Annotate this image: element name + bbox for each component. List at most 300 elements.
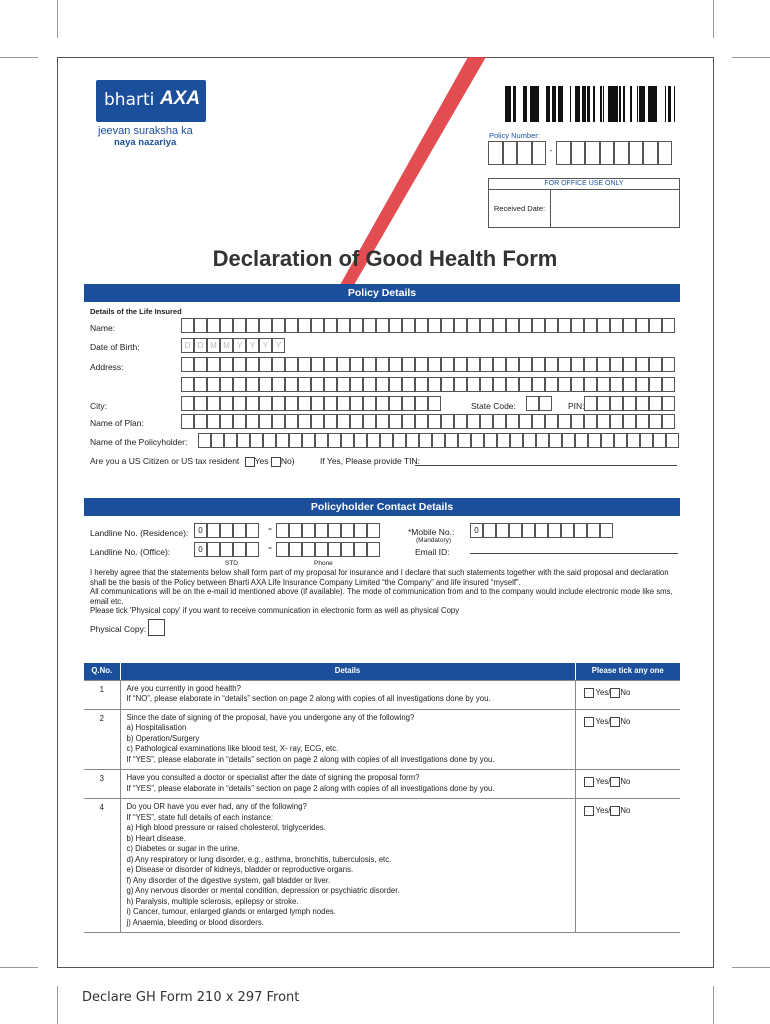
entry-box[interactable] bbox=[233, 542, 246, 557]
yes-checkbox[interactable] bbox=[584, 806, 594, 816]
entry-box[interactable] bbox=[220, 318, 233, 333]
entry-box[interactable] bbox=[363, 414, 376, 429]
entry-box[interactable] bbox=[285, 396, 298, 411]
entry-box[interactable] bbox=[246, 357, 259, 372]
entry-box[interactable] bbox=[558, 414, 571, 429]
entry-box[interactable] bbox=[233, 414, 246, 429]
entry-box[interactable] bbox=[623, 318, 636, 333]
entry-box[interactable] bbox=[233, 318, 246, 333]
entry-box[interactable]: Y bbox=[233, 338, 246, 353]
entry-box[interactable] bbox=[629, 141, 644, 165]
entry-box[interactable] bbox=[532, 414, 545, 429]
entry-box[interactable] bbox=[207, 396, 220, 411]
entry-box[interactable] bbox=[571, 141, 586, 165]
entry-box[interactable]: D bbox=[181, 338, 194, 353]
yes-checkbox[interactable] bbox=[584, 717, 594, 727]
entry-box[interactable] bbox=[350, 396, 363, 411]
entry-box[interactable] bbox=[363, 318, 376, 333]
yes-checkbox[interactable] bbox=[584, 777, 594, 787]
entry-box[interactable] bbox=[480, 414, 493, 429]
entry-box[interactable] bbox=[311, 396, 324, 411]
entry-box[interactable] bbox=[259, 357, 272, 372]
entry-box[interactable] bbox=[597, 318, 610, 333]
entry-box[interactable] bbox=[272, 357, 285, 372]
entry-box[interactable] bbox=[328, 523, 341, 538]
entry-box[interactable] bbox=[506, 357, 519, 372]
landline-off-std[interactable] bbox=[194, 542, 259, 557]
entry-box[interactable] bbox=[454, 318, 467, 333]
entry-box[interactable] bbox=[428, 377, 441, 392]
entry-box[interactable] bbox=[558, 377, 571, 392]
entry-box[interactable] bbox=[289, 542, 302, 557]
entry-box[interactable] bbox=[584, 318, 597, 333]
policy-number-boxes[interactable] bbox=[488, 141, 672, 165]
plan-boxes[interactable] bbox=[181, 414, 675, 429]
entry-box[interactable] bbox=[285, 377, 298, 392]
entry-box[interactable] bbox=[556, 141, 571, 165]
entry-box[interactable] bbox=[289, 433, 302, 448]
entry-box[interactable] bbox=[666, 433, 679, 448]
entry-box[interactable] bbox=[519, 318, 532, 333]
entry-box[interactable] bbox=[289, 523, 302, 538]
entry-box[interactable] bbox=[324, 357, 337, 372]
entry-box[interactable] bbox=[220, 357, 233, 372]
entry-box[interactable] bbox=[627, 433, 640, 448]
entry-box[interactable] bbox=[517, 141, 532, 165]
entry-box[interactable] bbox=[509, 523, 522, 538]
entry-box[interactable] bbox=[454, 414, 467, 429]
entry-box[interactable] bbox=[585, 141, 600, 165]
entry-box[interactable]: M bbox=[207, 338, 220, 353]
entry-box[interactable] bbox=[298, 414, 311, 429]
entry-box[interactable] bbox=[259, 396, 272, 411]
entry-box[interactable] bbox=[584, 396, 597, 411]
entry-box[interactable] bbox=[237, 433, 250, 448]
entry-box[interactable] bbox=[276, 433, 289, 448]
entry-box[interactable] bbox=[584, 414, 597, 429]
entry-box[interactable] bbox=[522, 523, 535, 538]
entry-box[interactable] bbox=[389, 396, 402, 411]
entry-box[interactable] bbox=[467, 377, 480, 392]
no-checkbox[interactable] bbox=[610, 777, 620, 787]
entry-box[interactable] bbox=[454, 357, 467, 372]
entry-box[interactable] bbox=[428, 414, 441, 429]
entry-box[interactable] bbox=[649, 377, 662, 392]
entry-box[interactable] bbox=[649, 414, 662, 429]
entry-box[interactable] bbox=[207, 542, 220, 557]
entry-box[interactable] bbox=[376, 377, 389, 392]
entry-box[interactable] bbox=[584, 357, 597, 372]
entry-box[interactable] bbox=[259, 377, 272, 392]
entry-box[interactable] bbox=[406, 433, 419, 448]
no-checkbox[interactable] bbox=[610, 717, 620, 727]
entry-box[interactable] bbox=[488, 141, 503, 165]
entry-box[interactable] bbox=[610, 318, 623, 333]
city-boxes[interactable] bbox=[181, 396, 441, 411]
entry-box[interactable] bbox=[194, 377, 207, 392]
entry-box[interactable] bbox=[259, 414, 272, 429]
entry-box[interactable] bbox=[298, 357, 311, 372]
landline-res-phone[interactable] bbox=[276, 523, 380, 538]
entry-box[interactable] bbox=[623, 414, 636, 429]
entry-box[interactable] bbox=[315, 542, 328, 557]
entry-box[interactable] bbox=[506, 414, 519, 429]
entry-box[interactable] bbox=[558, 318, 571, 333]
entry-box[interactable] bbox=[302, 523, 315, 538]
entry-box[interactable] bbox=[354, 542, 367, 557]
entry-box[interactable] bbox=[324, 396, 337, 411]
entry-box[interactable] bbox=[432, 433, 445, 448]
entry-box[interactable] bbox=[636, 377, 649, 392]
entry-box[interactable] bbox=[233, 396, 246, 411]
entry-box[interactable] bbox=[350, 377, 363, 392]
address-boxes-1[interactable] bbox=[181, 357, 675, 372]
entry-box[interactable] bbox=[246, 542, 259, 557]
entry-box[interactable] bbox=[519, 377, 532, 392]
entry-box[interactable] bbox=[597, 357, 610, 372]
entry-box[interactable]: 0 bbox=[194, 523, 207, 538]
entry-box[interactable] bbox=[207, 357, 220, 372]
entry-box[interactable] bbox=[458, 433, 471, 448]
entry-box[interactable] bbox=[584, 377, 597, 392]
entry-box[interactable]: Y bbox=[272, 338, 285, 353]
entry-box[interactable] bbox=[496, 523, 509, 538]
entry-box[interactable] bbox=[574, 523, 587, 538]
entry-box[interactable] bbox=[545, 318, 558, 333]
entry-box[interactable] bbox=[246, 523, 259, 538]
entry-box[interactable] bbox=[623, 377, 636, 392]
entry-box[interactable] bbox=[662, 357, 675, 372]
entry-box[interactable] bbox=[483, 523, 496, 538]
entry-box[interactable] bbox=[376, 318, 389, 333]
entry-box[interactable] bbox=[298, 377, 311, 392]
entry-box[interactable] bbox=[233, 377, 246, 392]
entry-box[interactable] bbox=[350, 357, 363, 372]
entry-box[interactable] bbox=[376, 414, 389, 429]
entry-box[interactable] bbox=[536, 433, 549, 448]
entry-box[interactable] bbox=[402, 377, 415, 392]
entry-box[interactable] bbox=[571, 318, 584, 333]
entry-box[interactable] bbox=[415, 318, 428, 333]
entry-box[interactable] bbox=[653, 433, 666, 448]
entry-box[interactable] bbox=[526, 396, 539, 411]
entry-box[interactable] bbox=[337, 318, 350, 333]
entry-box[interactable] bbox=[493, 414, 506, 429]
us-no-checkbox[interactable] bbox=[271, 457, 281, 467]
entry-box[interactable] bbox=[467, 357, 480, 372]
entry-box[interactable] bbox=[272, 396, 285, 411]
entry-box[interactable] bbox=[614, 433, 627, 448]
entry-box[interactable] bbox=[428, 318, 441, 333]
entry-box[interactable] bbox=[389, 318, 402, 333]
entry-box[interactable] bbox=[467, 414, 480, 429]
entry-box[interactable] bbox=[389, 377, 402, 392]
entry-box[interactable] bbox=[272, 414, 285, 429]
entry-box[interactable] bbox=[181, 357, 194, 372]
entry-box[interactable] bbox=[597, 396, 610, 411]
entry-box[interactable] bbox=[194, 318, 207, 333]
entry-box[interactable] bbox=[493, 357, 506, 372]
entry-box[interactable] bbox=[471, 433, 484, 448]
entry-box[interactable] bbox=[623, 396, 636, 411]
entry-box[interactable] bbox=[415, 414, 428, 429]
entry-box[interactable] bbox=[393, 433, 406, 448]
entry-box[interactable] bbox=[571, 357, 584, 372]
landline-res-std[interactable] bbox=[194, 523, 259, 538]
entry-box[interactable] bbox=[207, 523, 220, 538]
entry-box[interactable] bbox=[419, 433, 432, 448]
entry-box[interactable] bbox=[402, 414, 415, 429]
entry-box[interactable] bbox=[535, 523, 548, 538]
entry-box[interactable] bbox=[233, 357, 246, 372]
entry-box[interactable] bbox=[402, 318, 415, 333]
entry-box[interactable] bbox=[220, 542, 233, 557]
entry-box[interactable] bbox=[545, 357, 558, 372]
entry-box[interactable] bbox=[302, 542, 315, 557]
entry-box[interactable] bbox=[350, 414, 363, 429]
entry-box[interactable] bbox=[484, 433, 497, 448]
entry-box[interactable] bbox=[649, 396, 662, 411]
yes-checkbox[interactable] bbox=[584, 688, 594, 698]
entry-box[interactable] bbox=[558, 357, 571, 372]
entry-box[interactable] bbox=[532, 357, 545, 372]
entry-box[interactable] bbox=[506, 377, 519, 392]
entry-box[interactable] bbox=[328, 433, 341, 448]
entry-box[interactable] bbox=[363, 377, 376, 392]
entry-box[interactable] bbox=[194, 357, 207, 372]
entry-box[interactable] bbox=[519, 414, 532, 429]
entry-box[interactable] bbox=[662, 414, 675, 429]
entry-box[interactable] bbox=[194, 414, 207, 429]
entry-box[interactable] bbox=[337, 377, 350, 392]
entry-box[interactable] bbox=[181, 414, 194, 429]
entry-box[interactable] bbox=[441, 414, 454, 429]
entry-box[interactable] bbox=[207, 318, 220, 333]
entry-box[interactable] bbox=[376, 357, 389, 372]
entry-box[interactable] bbox=[324, 414, 337, 429]
entry-box[interactable] bbox=[194, 396, 207, 411]
landline-off-phone[interactable] bbox=[276, 542, 380, 557]
entry-box[interactable] bbox=[539, 396, 552, 411]
entry-box[interactable] bbox=[523, 433, 536, 448]
entry-box[interactable] bbox=[600, 141, 615, 165]
no-checkbox[interactable] bbox=[610, 806, 620, 816]
entry-box[interactable] bbox=[640, 433, 653, 448]
mobile-boxes[interactable] bbox=[470, 523, 613, 538]
entry-box[interactable] bbox=[519, 357, 532, 372]
entry-box[interactable] bbox=[181, 377, 194, 392]
entry-box[interactable] bbox=[285, 357, 298, 372]
entry-box[interactable] bbox=[636, 414, 649, 429]
entry-box[interactable] bbox=[610, 357, 623, 372]
entry-box[interactable] bbox=[259, 318, 272, 333]
entry-box[interactable] bbox=[276, 542, 289, 557]
entry-box[interactable] bbox=[302, 433, 315, 448]
tin-line[interactable] bbox=[415, 465, 677, 466]
entry-box[interactable] bbox=[246, 414, 259, 429]
entry-box[interactable]: Y bbox=[259, 338, 272, 353]
entry-box[interactable] bbox=[367, 433, 380, 448]
entry-box[interactable] bbox=[649, 318, 662, 333]
entry-box[interactable] bbox=[363, 396, 376, 411]
name-boxes[interactable] bbox=[181, 318, 675, 333]
entry-box[interactable] bbox=[354, 433, 367, 448]
entry-box[interactable] bbox=[389, 414, 402, 429]
physical-copy-checkbox[interactable] bbox=[148, 619, 165, 636]
entry-box[interactable] bbox=[503, 141, 518, 165]
entry-box[interactable] bbox=[662, 377, 675, 392]
entry-box[interactable] bbox=[341, 542, 354, 557]
entry-box[interactable] bbox=[250, 433, 263, 448]
entry-box[interactable] bbox=[389, 357, 402, 372]
entry-box[interactable]: 0 bbox=[470, 523, 483, 538]
entry-box[interactable] bbox=[597, 377, 610, 392]
entry-box[interactable] bbox=[597, 414, 610, 429]
entry-box[interactable] bbox=[506, 318, 519, 333]
entry-box[interactable] bbox=[649, 357, 662, 372]
entry-box[interactable] bbox=[610, 377, 623, 392]
entry-box[interactable] bbox=[207, 414, 220, 429]
entry-box[interactable] bbox=[315, 523, 328, 538]
entry-box[interactable] bbox=[220, 396, 233, 411]
entry-box[interactable] bbox=[493, 377, 506, 392]
entry-box[interactable] bbox=[246, 396, 259, 411]
entry-box[interactable] bbox=[428, 357, 441, 372]
entry-box[interactable] bbox=[211, 433, 224, 448]
entry-box[interactable] bbox=[428, 396, 441, 411]
entry-box[interactable] bbox=[324, 318, 337, 333]
entry-box[interactable] bbox=[545, 377, 558, 392]
entry-box[interactable] bbox=[441, 357, 454, 372]
entry-box[interactable] bbox=[181, 396, 194, 411]
entry-box[interactable] bbox=[415, 357, 428, 372]
entry-box[interactable] bbox=[220, 523, 233, 538]
entry-box[interactable] bbox=[415, 377, 428, 392]
entry-box[interactable] bbox=[315, 433, 328, 448]
entry-box[interactable] bbox=[380, 433, 393, 448]
entry-box[interactable] bbox=[246, 318, 259, 333]
entry-box[interactable] bbox=[497, 433, 510, 448]
entry-box[interactable] bbox=[588, 433, 601, 448]
entry-box[interactable] bbox=[402, 357, 415, 372]
entry-box[interactable] bbox=[363, 357, 376, 372]
entry-box[interactable] bbox=[571, 377, 584, 392]
entry-box[interactable] bbox=[571, 414, 584, 429]
entry-box[interactable] bbox=[441, 318, 454, 333]
entry-box[interactable] bbox=[480, 377, 493, 392]
entry-box[interactable] bbox=[662, 318, 675, 333]
entry-box[interactable] bbox=[532, 377, 545, 392]
entry-box[interactable] bbox=[224, 433, 237, 448]
dob-boxes[interactable] bbox=[181, 338, 285, 353]
entry-box[interactable]: D bbox=[194, 338, 207, 353]
entry-box[interactable] bbox=[337, 357, 350, 372]
entry-box[interactable] bbox=[311, 357, 324, 372]
entry-box[interactable] bbox=[276, 523, 289, 538]
entry-box[interactable] bbox=[367, 523, 380, 538]
entry-box[interactable] bbox=[643, 141, 658, 165]
entry-box[interactable] bbox=[233, 523, 246, 538]
entry-box[interactable] bbox=[263, 433, 276, 448]
entry-box[interactable] bbox=[207, 377, 220, 392]
entry-box[interactable] bbox=[587, 523, 600, 538]
entry-box[interactable] bbox=[402, 396, 415, 411]
entry-box[interactable] bbox=[662, 396, 675, 411]
email-line[interactable] bbox=[470, 553, 678, 554]
entry-box[interactable] bbox=[337, 396, 350, 411]
entry-box[interactable] bbox=[548, 523, 561, 538]
entry-box[interactable] bbox=[575, 433, 588, 448]
entry-box[interactable]: 0 bbox=[194, 542, 207, 557]
entry-box[interactable] bbox=[636, 318, 649, 333]
entry-box[interactable] bbox=[510, 433, 523, 448]
entry-box[interactable] bbox=[285, 318, 298, 333]
entry-box[interactable] bbox=[220, 414, 233, 429]
state-code-boxes[interactable] bbox=[526, 396, 552, 411]
entry-box[interactable] bbox=[636, 396, 649, 411]
entry-box[interactable] bbox=[181, 318, 194, 333]
entry-box[interactable] bbox=[337, 414, 350, 429]
entry-box[interactable] bbox=[311, 318, 324, 333]
entry-box[interactable] bbox=[246, 377, 259, 392]
address-boxes-2[interactable] bbox=[181, 377, 675, 392]
entry-box[interactable] bbox=[623, 357, 636, 372]
entry-box[interactable] bbox=[328, 542, 341, 557]
entry-box[interactable] bbox=[298, 396, 311, 411]
entry-box[interactable] bbox=[480, 318, 493, 333]
entry-box[interactable] bbox=[658, 141, 673, 165]
entry-box[interactable] bbox=[285, 414, 298, 429]
entry-box[interactable] bbox=[341, 433, 354, 448]
entry-box[interactable] bbox=[272, 377, 285, 392]
entry-box[interactable] bbox=[350, 318, 363, 333]
entry-box[interactable] bbox=[467, 318, 480, 333]
entry-box[interactable] bbox=[198, 433, 211, 448]
entry-box[interactable] bbox=[272, 318, 285, 333]
entry-box[interactable] bbox=[614, 141, 629, 165]
entry-box[interactable] bbox=[601, 433, 614, 448]
us-yes-checkbox[interactable] bbox=[245, 457, 255, 467]
entry-box[interactable] bbox=[454, 377, 467, 392]
entry-box[interactable] bbox=[415, 396, 428, 411]
entry-box[interactable] bbox=[298, 318, 311, 333]
entry-box[interactable] bbox=[367, 542, 380, 557]
entry-box[interactable] bbox=[480, 357, 493, 372]
entry-box[interactable] bbox=[600, 523, 613, 538]
policyholder-boxes[interactable] bbox=[198, 433, 679, 448]
pin-boxes[interactable] bbox=[584, 396, 675, 411]
entry-box[interactable] bbox=[376, 396, 389, 411]
entry-box[interactable] bbox=[493, 318, 506, 333]
entry-box[interactable]: M bbox=[220, 338, 233, 353]
entry-box[interactable] bbox=[311, 377, 324, 392]
entry-box[interactable] bbox=[549, 433, 562, 448]
entry-box[interactable] bbox=[610, 414, 623, 429]
entry-box[interactable] bbox=[324, 377, 337, 392]
entry-box[interactable] bbox=[561, 523, 574, 538]
entry-box[interactable] bbox=[610, 396, 623, 411]
entry-box[interactable] bbox=[445, 433, 458, 448]
entry-box[interactable] bbox=[341, 523, 354, 538]
entry-box[interactable] bbox=[354, 523, 367, 538]
entry-box[interactable] bbox=[311, 414, 324, 429]
entry-box[interactable]: Y bbox=[246, 338, 259, 353]
entry-box[interactable] bbox=[220, 377, 233, 392]
no-checkbox[interactable] bbox=[610, 688, 620, 698]
entry-box[interactable] bbox=[562, 433, 575, 448]
entry-box[interactable] bbox=[532, 141, 547, 165]
entry-box[interactable] bbox=[441, 377, 454, 392]
